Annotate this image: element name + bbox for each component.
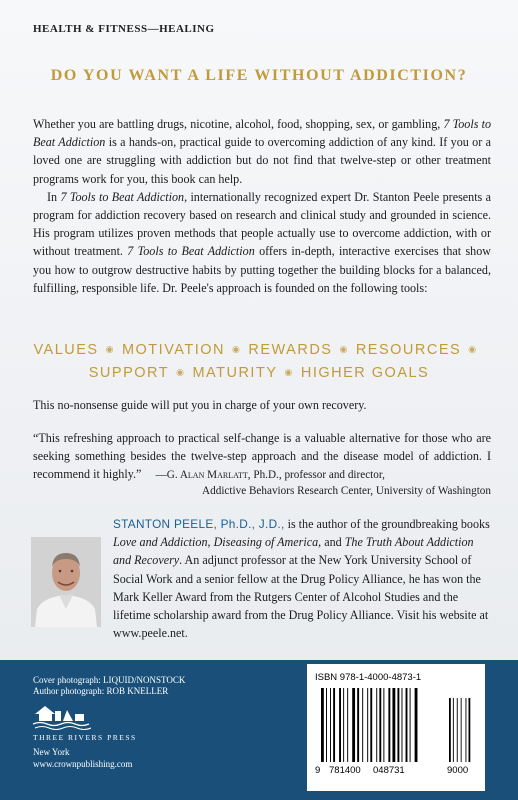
publisher-url: www.crownpublishing.com: [33, 759, 133, 769]
barcode-lead-digit: 9: [315, 765, 321, 776]
isbn-label: ISBN 978-1-4000-4873-1: [315, 672, 422, 683]
author-bio: [33, 515, 491, 642]
program-paragraph: [33, 188, 491, 297]
endorser-credentials: , Ph.D., professor and director,: [247, 469, 385, 482]
publisher-city: New York: [33, 747, 70, 757]
tools-list: [0, 338, 518, 384]
book-title: 7 Tools to Beat Addiction: [60, 189, 185, 204]
bullet-icon: ◉: [339, 344, 349, 354]
bullet-icon: ◉: [176, 367, 186, 377]
quote-attribution: [144, 469, 385, 481]
category-label: HEALTH & FITNESS—HEALING: [33, 23, 215, 35]
headline: DO YOU WANT A LIFE WITHOUT ADDICTION?: [50, 67, 468, 84]
barcode-addon-digits: 9000: [447, 765, 469, 776]
book-title: Diseasing of America: [213, 535, 319, 550]
quote-text: “This refreshing approach to practical self-change is a valuable alternative for those who are seeking something besides the twelve-step approach and the disease model of addiction. I recommend it highly.”: [33, 431, 491, 482]
cover-photo-credit: Cover photograph: LIQUID/NONSTOCK: [33, 675, 186, 685]
book-title: The Truth About Addiction and Recovery: [113, 535, 474, 568]
bullet-icon: ◉: [105, 344, 115, 354]
barcode-digits-right: 048731: [373, 765, 405, 776]
program-text: In: [47, 189, 61, 204]
barcode-bars: [315, 688, 477, 764]
program-text: , internationally recognized expert Dr. Stanton Peele presents a program for addiction recovery based on research and clinical study and grounded in science. His program utilizes proven methods that people actually use to overcome addiction, with or without treatment.: [33, 189, 491, 259]
bio-text: is the author of the groundbreaking books: [284, 517, 490, 531]
book-title: Love and Addiction: [113, 535, 208, 550]
tool-item: RESOURCES: [355, 342, 462, 358]
tagline: This no-nonsense guide will put you in charge of your own recovery.: [33, 398, 367, 412]
endorsement-quote: [33, 429, 491, 485]
bullet-icon: ◉: [284, 367, 294, 377]
publisher-logo: [33, 700, 91, 730]
tool-item: HIGHER GOALS: [300, 365, 430, 381]
bio-text: . An adjunct professor at the New York University School of Social Work and a senior fellow at the Drug Policy Alliance, he has won the Mark Keller Award from the Rutgers Center of Alcohol Studies and the lifetime scholarship award from the Drug Policy Alliance. Visit his website at www.peele.net.: [113, 553, 489, 641]
book-title: 7 Tools to Beat Addiction: [127, 244, 255, 259]
bio-text: ,: [207, 535, 214, 550]
program-text: offers in-depth, interactive exercises that show you how to outgrow destructive habits by putting together the building blocks for a balanced, fulfilling, responsible life. Dr. Peele's approach is founded on the following tools:: [33, 244, 491, 295]
bio-text: , and: [318, 535, 345, 550]
tool-item: MOTIVATION: [121, 342, 226, 358]
intro-text: Whether you are battling drugs, nicotine, alcohol, food, shopping, sex, or gambling,: [33, 117, 444, 131]
author-name: STANTON PEELE, Ph.D., J.D.,: [113, 517, 285, 531]
bullet-icon: ◉: [232, 344, 242, 354]
book-title: 7 Tools to Beat Addiction: [33, 117, 491, 150]
tools-row-1: [0, 338, 518, 361]
bio-photo-spacer: [33, 515, 113, 627]
tool-item: VALUES: [33, 342, 99, 358]
endorser-affiliation: Addictive Behaviors Research Center, University of Washington: [202, 485, 491, 497]
description: [33, 115, 491, 297]
photo-credits: [33, 675, 185, 697]
barcode-digits-left: 781400: [329, 765, 361, 776]
publisher-name: THREE RIVERS PRESS: [33, 733, 137, 742]
tool-item: MATURITY: [192, 365, 278, 381]
attribution-dash: —: [155, 469, 167, 482]
tool-item: REWARDS: [248, 342, 333, 358]
bullet-icon: ◉: [468, 344, 478, 354]
tools-row-2: [0, 361, 518, 384]
endorser-name: G. Alan Marlatt: [166, 469, 248, 482]
tool-item: SUPPORT: [88, 365, 170, 381]
intro-text: is a hands-on, practical guide to overcoming addiction of any kind. If you or a loved one are struggling with addiction but do not find that twelve-step or other treatment programs work for you, this book can help.: [33, 135, 491, 186]
intro-paragraph: [33, 115, 491, 188]
barcode-area: [307, 664, 485, 791]
author-photo-credit: Author photograph: ROB KNELLER: [33, 686, 169, 696]
